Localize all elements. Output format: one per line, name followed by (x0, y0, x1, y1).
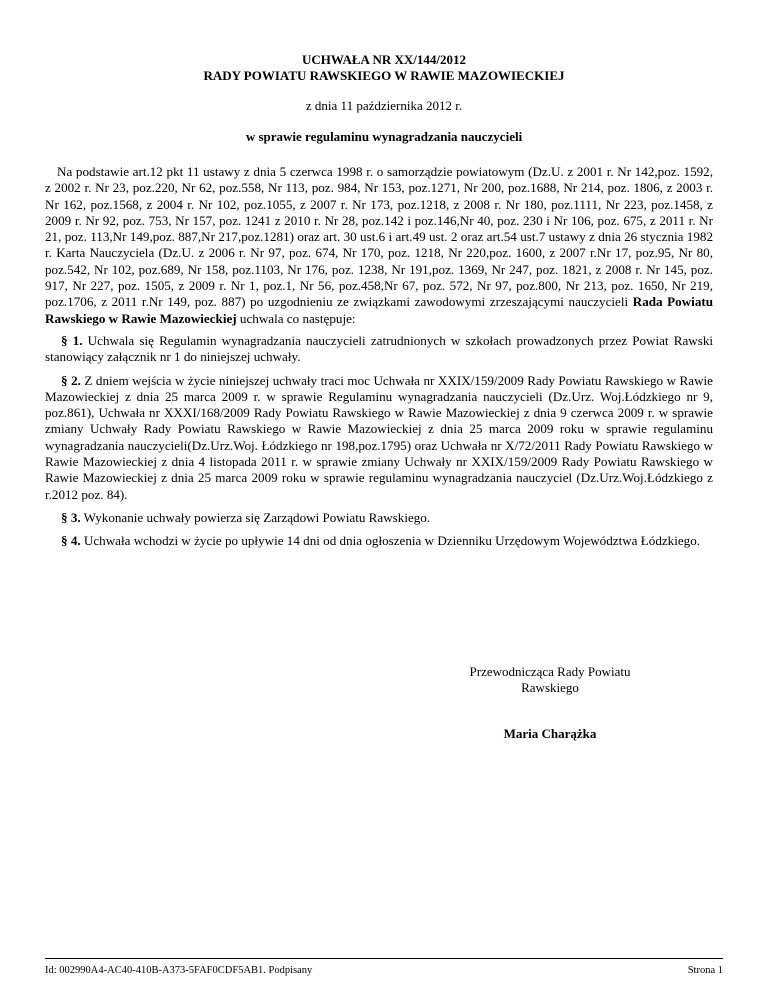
section-text: Wykonanie uchwały powierza się Zarządowi Powiatu Rawskiego. (80, 509, 431, 525)
signature-role-line2: Rawskiego (521, 680, 579, 695)
preamble-tail: uchwala co następuje: (236, 310, 356, 326)
section-3 (45, 510, 713, 526)
council-name: RADY POWIATU RAWSKIEGO W RAWIE MAZOWIECKIEJ (203, 68, 565, 83)
section-mark: § 3. (61, 509, 81, 525)
document-id: Id: 002990A4-AC40-410B-A373-5FAF0CDF5AB1. Podpisany (45, 965, 313, 976)
section-2 (45, 373, 713, 503)
preamble (45, 164, 713, 327)
section-mark: § 1. (61, 332, 83, 348)
signatory-name: Maria Charążka (503, 726, 597, 741)
section-4 (45, 533, 713, 549)
section-mark: § 4. (61, 533, 81, 549)
preamble-text: Na podstawie art.12 pkt 11 ustawy z dnia 5 czerwca 1998 r. o samorządzie powiatowym (Dz.U. z 2001 r. Nr 142,poz. 1592, z 2002 r. Nr 23, poz.220, Nr 62, poz.558, Nr 113, poz. 984, Nr 153, poz.1271, Nr 200, poz.1688, Nr 214, poz. 1806, z 2003 r. Nr 162, poz.1568, z 2004 r. Nr 102, poz.1055, z 2007 r. Nr 173, poz.1218, z 2008 r. Nr 180, poz.1111, Nr 223, poz.1458, z 2009 r. Nr 92, poz. 753, Nr 157, poz. 1241 z 2010 r. Nr 28, poz.142 i poz.146,Nr 40, poz. 230 i Nr 106, poz. 675, z 2011 r. Nr 21, poz. 113,Nr 149,poz. 887,Nr 217,poz.1281) oraz art. 30 ust.6 i art.49 ust. 2 oraz art.54 ust.7 ustawy z dnia 26 stycznia 1982 r. Karta Nauczyciela (Dz.U. z 2006 r. Nr 97, poz. 674, Nr 170, poz. 1218, Nr 220,poz. 1600, z 2007 r.Nr 17, poz.95, Nr 80, poz.542, Nr 102, poz.689, Nr 158, poz.1103, Nr 176, poz. 1238, Nr 191,poz. 1369, Nr 247, poz. 1821, z 2008 r. Nr 145, poz. 917, Nr 227, poz. 1505, z 2009 r. Nr 1, poz.1, Nr 56, poz.458,Nr 67, poz. 572, Nr 97, poz.800, Nr 213, poz. 1650, Nr 219, poz.1706, z 2011 r.Nr 149, poz. 887) po uzgodnieniu ze związkami zawodowymi zrzeszającymi nauczycieli (45, 164, 713, 310)
section-text: Uchwała wchodzi w życie po upływie 14 dni od dnia ogłoszenia w Dzienniku Urzędowym Województwa Łódzkiego. (80, 533, 701, 549)
preamble-bold: Rada Powiatu Rawskiego w Rawie Mazowieckiej (45, 294, 714, 326)
section-text: Uchwala się Regulamin wynagradzania nauczycieli zatrudnionych w szkołach prowadzonych przez Powiat Rawski stanowiący załącznik nr 1 do niniejszej uchwały. (45, 332, 714, 365)
resolution-subject: w sprawie regulaminu wynagradzania nauczycieli (245, 129, 523, 144)
resolution-body (45, 164, 713, 557)
footer-divider (45, 958, 723, 959)
resolution-date: z dnia 11 października 2012 r. (305, 98, 463, 113)
section-1 (45, 333, 713, 366)
page-number: Strona 1 (687, 965, 723, 976)
section-mark: § 2. (61, 372, 81, 388)
signature-role-line1: Przewodnicząca Rady Powiatu (469, 664, 631, 679)
resolution-title: UCHWAŁA NR XX/144/2012 (302, 52, 466, 67)
section-text: Z dniem wejścia w życie niniejszej uchwały traci moc Uchwała nr XXIX/159/2009 Rady Powiatu Rawskiego w Rawie Mazowieckiej z dnia 25 marca 2009 r. w sprawie Regulaminu wynagradzania nauczycieli (Dz.Urz. Woj.Łódzkiego nr 9, poz.861), Uchwała nr XXXI/168/2009 Rady Powiatu Rawskiego w Rawie Mazowieckiej z dnia 9 czerwca 2009 r. w sprawie zmiany Uchwały Rady Powiatu Rawskiego w Rawie Mazowieckiej z dnia 25 marca 2009 roku w sprawie regulaminu wynagradzania nauczycieli(Dz.Urz.Woj. Łódzkiego nr 198,poz.1795) oraz Uchwała nr X/72/2011 Rady Powiatu Rawskiego w Rawie Mazowieckiej z dnia 4 listopada 2011 r. w sprawie zmiany Uchwały nr XXIX/159/2009 Rady Powiatu Rawskiego w Rawie Mazowieckiej z dnia 25 marca 2009 roku w sprawie regulaminu wynagradzania nauczyciel (Dz.Urz.Woj.Łódzkiego z r.2012 poz. 84). (45, 372, 713, 502)
